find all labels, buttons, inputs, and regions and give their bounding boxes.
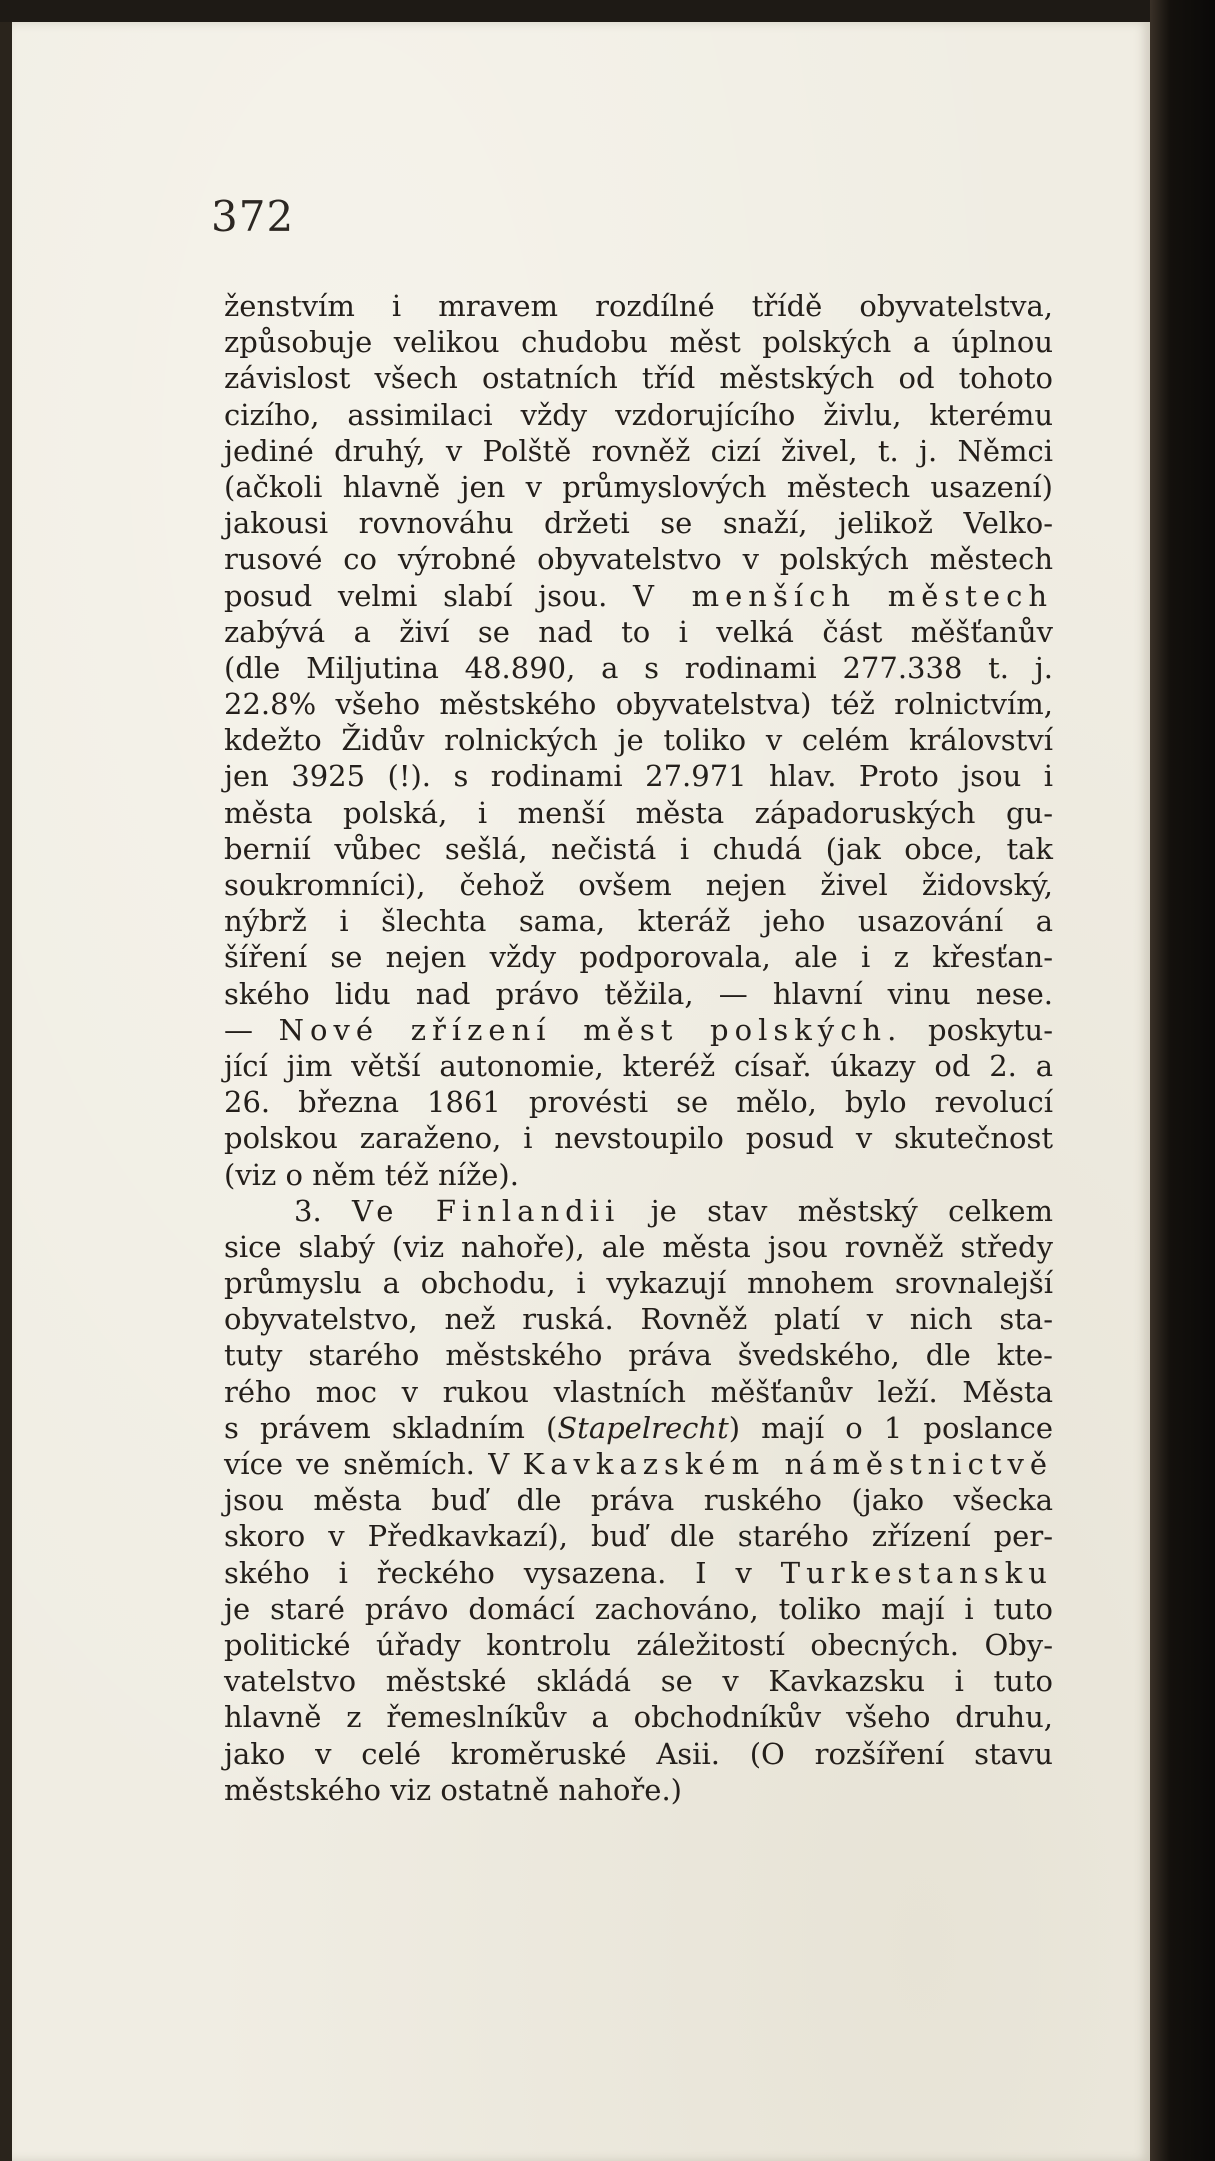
text-line: jako v celé kroměruské Asii. (O rozšíření stavu [224, 1736, 1053, 1771]
spaced-emphasis: Ve Finlandii [352, 1193, 621, 1228]
text-fragment: s právem skladním ( [224, 1410, 558, 1445]
text-line: cizího, assimilaci vždy vzdorujícího živlu, kterému [224, 397, 1053, 432]
text-line: tuty starého městského práva švedského, dle kte- [224, 1338, 1053, 1373]
text-line: soukromníci), čehož ovšem nejen živel židovský, [224, 868, 1053, 902]
text-line [224, 578, 1053, 614]
text-line: ženstvím i mravem rozdílné třídě obyvatelstva, [224, 289, 1053, 323]
text-line: 26. března 1861 provésti se mělo, bylo revolucí [224, 1085, 1053, 1120]
text-line: jakousi rovnováhu držeti se snaží, jelikož Velko- [224, 506, 1053, 541]
text-fragment: ského i řeckého vysazena. I v [224, 1555, 752, 1590]
text-line: (viz o něm též níže). [224, 1157, 519, 1192]
spaced-emphasis: Turkestansku [780, 1555, 1053, 1590]
spaced-emphasis: Kavkazském náměstnictvě [522, 1447, 1054, 1481]
text-line: šíření se nejen vždy podporovala, ale i z křesťan- [224, 940, 1053, 975]
text-line: 22.8% všeho městského obyvatelstva) též rolnictvím, [224, 687, 1053, 722]
text-fragment: je stav městský celkem [650, 1193, 1054, 1228]
text-line [224, 1193, 1053, 1229]
text-line: obyvatelstvo, než ruská. Rovněž platí v nich sta- [224, 1302, 1053, 1337]
text-line: průmyslu a obchodu, i vykazují mnohem srovnalejší [224, 1266, 1053, 1301]
text-line [224, 1410, 1053, 1446]
body-text [224, 288, 1053, 1808]
text-line: rého moc v rukou vlastních měšťanův leží. Města [224, 1374, 1053, 1409]
page-number: 372 [211, 192, 295, 241]
top-dark-edge [0, 0, 1215, 22]
text-line: jediné druhý, v Polště rovněž cizí živel, t. j. Němci [224, 433, 1053, 468]
text-fragment: 3. [294, 1193, 322, 1228]
text-line: způsobuje velikou chudobu měst polských a úplnou [224, 325, 1053, 360]
text-line [224, 1446, 1053, 1482]
text-line [224, 1012, 1053, 1048]
text-line: městského viz ostatně nahoře.) [224, 1772, 682, 1807]
text-line: města polská, i menší města západoruských gu- [224, 795, 1053, 830]
binding-shadow [1150, 0, 1215, 2161]
text-line: bernií vůbec sešlá, nečistá i chudá (jak obce, tak [224, 831, 1053, 866]
text-line: ského lidu nad právo těžila, — hlavní vinu nese. [224, 976, 1053, 1011]
text-line: zabývá a živí se nad to i velká část měšťanův [224, 614, 1053, 649]
text-line: závislost všech ostatních tříd městských od tohoto [224, 361, 1053, 396]
text-line: kdežto Židův rolnických je toliko v celém království [224, 723, 1053, 758]
text-line [224, 1555, 1053, 1591]
text-line: (ačkoli hlavně jen v průmyslových městech usazení) [224, 469, 1053, 504]
text-fragment: poskytu- [928, 1012, 1053, 1047]
text-line: skoro v Předkavkazí), buď dle starého zřízení per- [224, 1519, 1053, 1554]
text-line: sice slabý (viz nahoře), ale města jsou rovněž středy [224, 1229, 1053, 1264]
text-fragment: posud velmi slabí jsou. [224, 578, 608, 613]
text-line: jící jim větší autonomie, kteréž císař. úkazy od 2. a [224, 1048, 1053, 1083]
text-fragment: — [224, 1012, 253, 1047]
spaced-emphasis: Nové zřízení měst polských. [278, 1012, 903, 1047]
text-line: nýbrž i šlechta sama, kteráž jeho usazování a [224, 904, 1053, 939]
text-line: politické úřady kontrolu záležitostí obecných. Oby- [224, 1627, 1053, 1662]
text-line: rusové co výrobné obyvatelstvo v polských městech [224, 542, 1053, 577]
text-line: polskou zaraženo, i nevstoupilo posud v skutečnost [224, 1121, 1053, 1156]
text-line: je staré právo domácí zachováno, toliko mají i tuto [224, 1591, 1053, 1626]
italic-term: Stapelrecht [557, 1410, 729, 1445]
text-line: vatelstvo městské skládá se v Kavkazsku i tuto [224, 1664, 1053, 1699]
text-line: jen 3925 (!). s rodinami 27.971 hlav. Proto jsou i [224, 759, 1053, 794]
text-line: (dle Miljutina 48.890, a s rodinami 277.338 t. j. [224, 650, 1053, 685]
text-fragment: ) mají o 1 poslance [728, 1410, 1053, 1445]
text-fragment: více ve sněmích. V [224, 1447, 510, 1481]
spaced-emphasis: V menších městech [633, 578, 1053, 613]
text-line: hlavně z řemeslníkův a obchodníkův všeho druhu, [224, 1700, 1053, 1735]
text-line: jsou města buď dle práva ruského (jako všecka [224, 1483, 1053, 1518]
